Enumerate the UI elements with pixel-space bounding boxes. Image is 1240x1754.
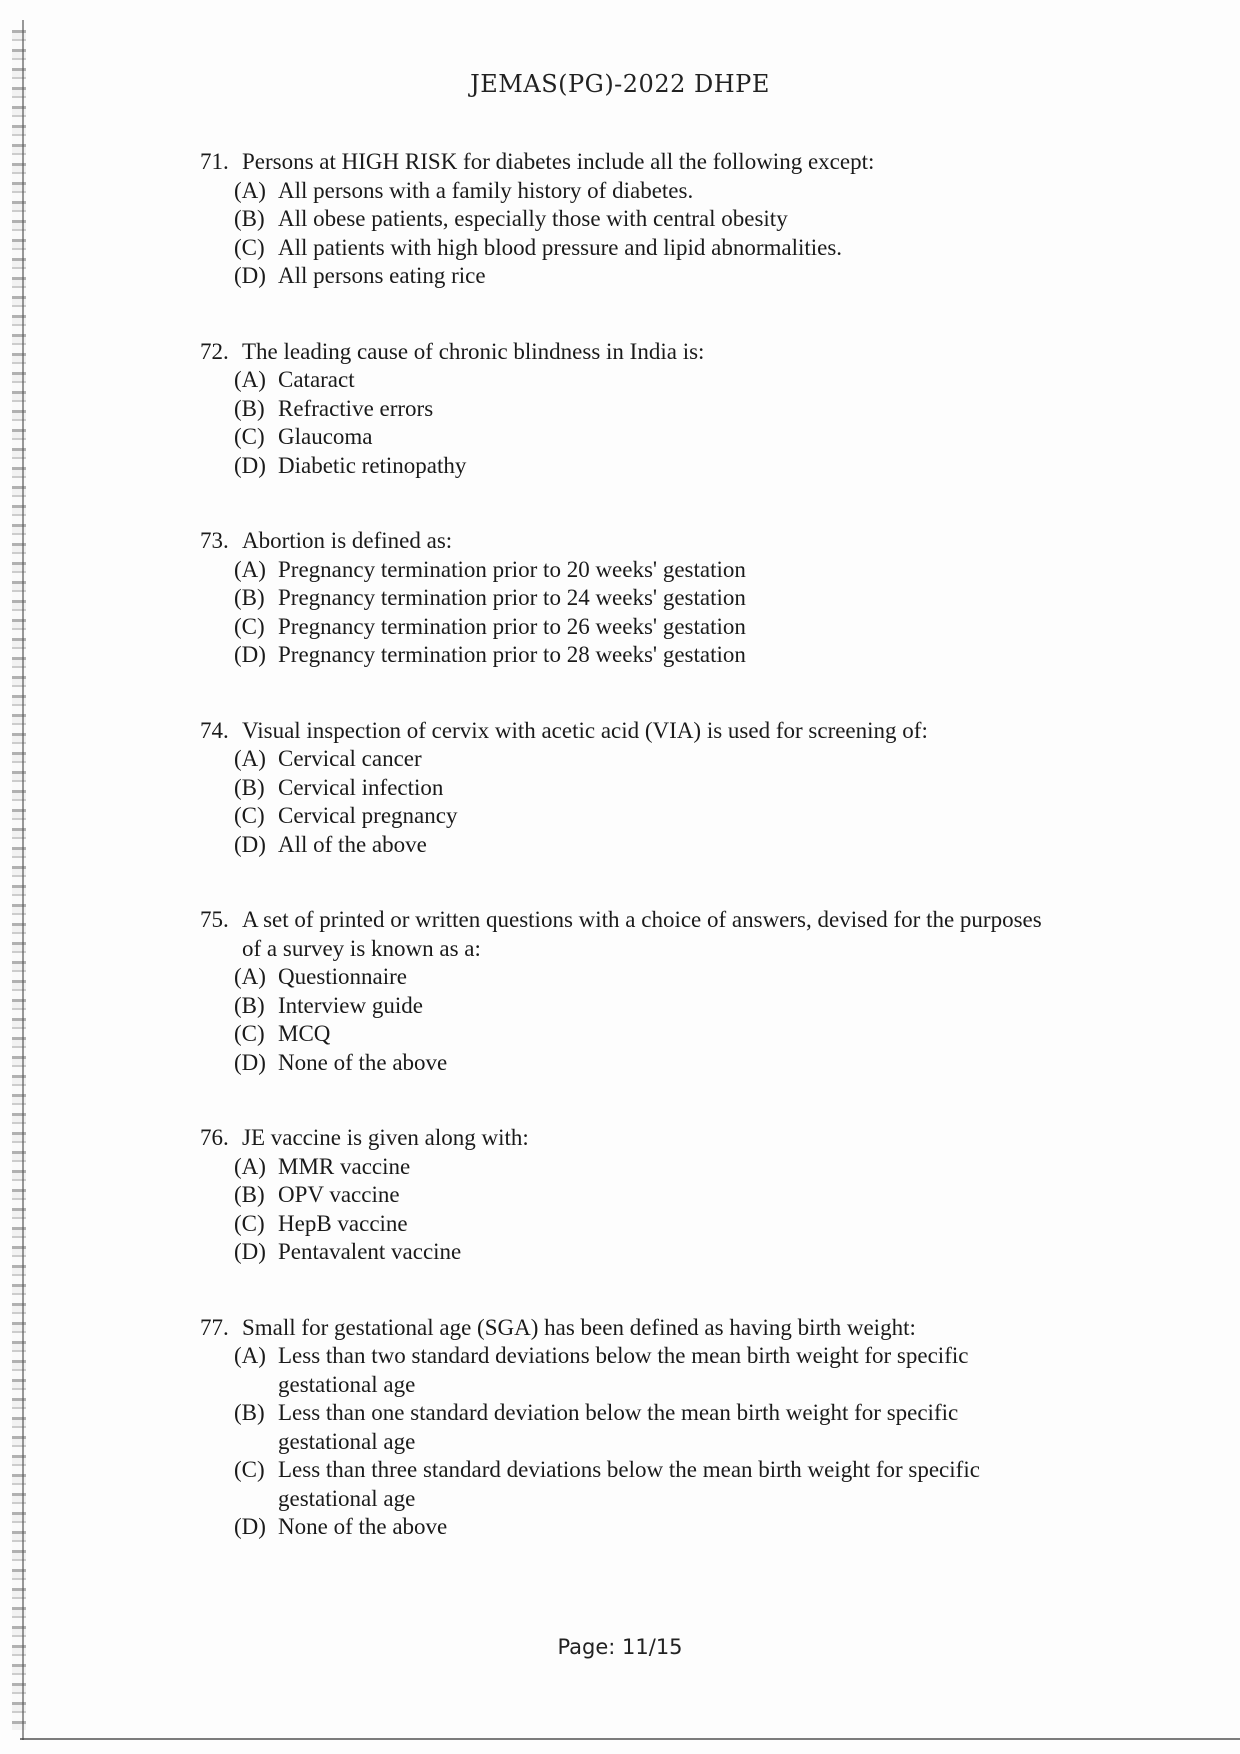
question-stem (200, 906, 1060, 963)
option-text: Cervical cancer (278, 746, 422, 771)
option-item (234, 831, 1060, 860)
scan-bottom-rule (20, 1738, 1240, 1740)
option-key: (B) (234, 395, 265, 421)
option-list (234, 177, 1060, 291)
option-key: (A) (234, 1153, 266, 1179)
option-item (234, 262, 1060, 291)
option-key: (A) (234, 746, 266, 771)
question-number: 71. (200, 149, 229, 174)
option-key: (D) (234, 1514, 266, 1539)
option-key: (B) (234, 206, 265, 231)
option-item (234, 992, 1060, 1021)
option-list (234, 556, 1060, 670)
question-text: Persons at HIGH RISK for diabetes include all the following except: (242, 149, 875, 174)
option-text: HepB vaccine (278, 1210, 408, 1236)
option-text: Pregnancy termination prior to 28 weeks' gestation (278, 642, 746, 667)
option-text: All of the above (278, 831, 427, 857)
option-item (234, 1238, 1060, 1267)
question-text: A set of printed or written questions with a choice of answers, devised for the purposes of a survey is known as a: (242, 907, 1042, 961)
option-text: Cataract (278, 367, 355, 392)
option-text: Pentavalent vaccine (278, 1239, 462, 1264)
question-75 (200, 906, 1060, 1077)
question-stem (200, 1124, 1060, 1153)
option-item (234, 1153, 1060, 1182)
option-key: (D) (234, 263, 266, 288)
option-key: (C) (234, 803, 265, 828)
question-72 (200, 338, 1060, 481)
option-text: MMR vaccine (278, 1153, 411, 1179)
option-item (234, 1049, 1060, 1078)
option-item (234, 1399, 1060, 1456)
question-71 (200, 148, 1060, 291)
option-item (234, 1513, 1060, 1542)
question-74 (200, 717, 1060, 860)
question-text: JE vaccine is given along with: (242, 1125, 529, 1150)
option-key: (B) (234, 1400, 265, 1425)
option-item (234, 205, 1060, 234)
question-stem (200, 148, 1060, 177)
option-key: (A) (234, 367, 266, 392)
question-number: 73. (200, 528, 229, 553)
option-key: (A) (234, 177, 266, 203)
option-key: (A) (234, 556, 266, 582)
option-key: (D) (234, 1239, 266, 1264)
question-number: 77. (200, 1314, 229, 1340)
page-number: Page: 11/15 (557, 1635, 683, 1659)
question-stem (200, 717, 1060, 746)
question-77 (200, 1314, 1060, 1542)
option-key: (B) (234, 992, 265, 1018)
option-text: Less than two standard deviations below the mean birth weight for specific gestational age (278, 1343, 969, 1397)
option-item (234, 1342, 1060, 1399)
question-number: 76. (200, 1125, 229, 1150)
option-item (234, 177, 1060, 206)
option-item (234, 452, 1060, 481)
option-key: (C) (234, 613, 265, 639)
option-text: Questionnaire (278, 964, 408, 989)
option-text: Interview guide (278, 992, 423, 1018)
question-73 (200, 527, 1060, 670)
question-list (200, 148, 1060, 1589)
option-item (234, 556, 1060, 585)
question-stem (200, 527, 1060, 556)
option-item (234, 395, 1060, 424)
page-header: JEMAS(PG)-2022 DHPE (470, 70, 770, 98)
question-stem (200, 338, 1060, 367)
option-text: OPV vaccine (278, 1182, 400, 1207)
option-list (234, 745, 1060, 859)
option-text: Pregnancy termination prior to 24 weeks' gestation (278, 585, 746, 610)
option-text: All obese patients, especially those with central obesity (278, 206, 788, 231)
question-number: 75. (200, 907, 229, 932)
scan-edge-line (22, 20, 24, 1740)
option-text: Refractive errors (278, 395, 434, 421)
option-text: Cervical infection (278, 774, 444, 800)
option-text: Glaucoma (278, 424, 373, 449)
option-key: (C) (234, 234, 265, 260)
option-key: (D) (234, 1049, 266, 1075)
question-number: 74. (200, 717, 229, 743)
option-item (234, 641, 1060, 670)
option-text: None of the above (278, 1514, 448, 1539)
option-item (234, 1020, 1060, 1049)
option-key: (B) (234, 585, 265, 610)
option-text: Cervical pregnancy (278, 803, 458, 828)
option-item (234, 802, 1060, 831)
option-list (234, 963, 1060, 1077)
question-text: Visual inspection of cervix with acetic acid (VIA) is used for screening of: (242, 717, 928, 743)
option-key: (D) (234, 452, 266, 478)
option-item (234, 234, 1060, 263)
option-key: (C) (234, 424, 265, 449)
option-text: None of the above (278, 1049, 448, 1075)
option-text: Less than three standard deviations below the mean birth weight for specific gestational age (278, 1457, 980, 1511)
option-key: (B) (234, 774, 265, 800)
question-number: 72. (200, 338, 229, 364)
question-76 (200, 1124, 1060, 1267)
option-text: All persons with a family history of diabetes. (278, 177, 694, 203)
option-text: All patients with high blood pressure and lipid abnormalities. (278, 234, 843, 260)
question-text: Small for gestational age (SGA) has been defined as having birth weight: (242, 1314, 916, 1340)
option-key: (A) (234, 964, 266, 989)
option-key: (C) (234, 1457, 265, 1482)
option-item (234, 963, 1060, 992)
option-text: Less than one standard deviation below the mean birth weight for specific gestational age (278, 1400, 959, 1454)
option-text: All persons eating rice (278, 263, 486, 288)
option-item (234, 774, 1060, 803)
option-key: (A) (234, 1343, 266, 1368)
option-key: (D) (234, 831, 266, 857)
option-item (234, 745, 1060, 774)
option-item (234, 1210, 1060, 1239)
option-text: MCQ (278, 1021, 331, 1046)
option-item (234, 366, 1060, 395)
option-key: (D) (234, 642, 266, 667)
option-item (234, 423, 1060, 452)
question-text: Abortion is defined as: (242, 528, 453, 553)
option-text: Diabetic retinopathy (278, 452, 467, 478)
option-text: Pregnancy termination prior to 26 weeks' gestation (278, 613, 746, 639)
option-item (234, 613, 1060, 642)
option-list (234, 1153, 1060, 1267)
option-item (234, 1181, 1060, 1210)
option-item (234, 584, 1060, 613)
question-stem (200, 1314, 1060, 1343)
question-text: The leading cause of chronic blindness in India is: (242, 338, 705, 364)
option-key: (C) (234, 1210, 265, 1236)
option-key: (C) (234, 1021, 265, 1046)
option-list (234, 366, 1060, 480)
option-text: Pregnancy termination prior to 20 weeks' gestation (278, 556, 746, 582)
option-item (234, 1456, 1060, 1513)
option-key: (B) (234, 1182, 265, 1207)
option-list (234, 1342, 1060, 1542)
